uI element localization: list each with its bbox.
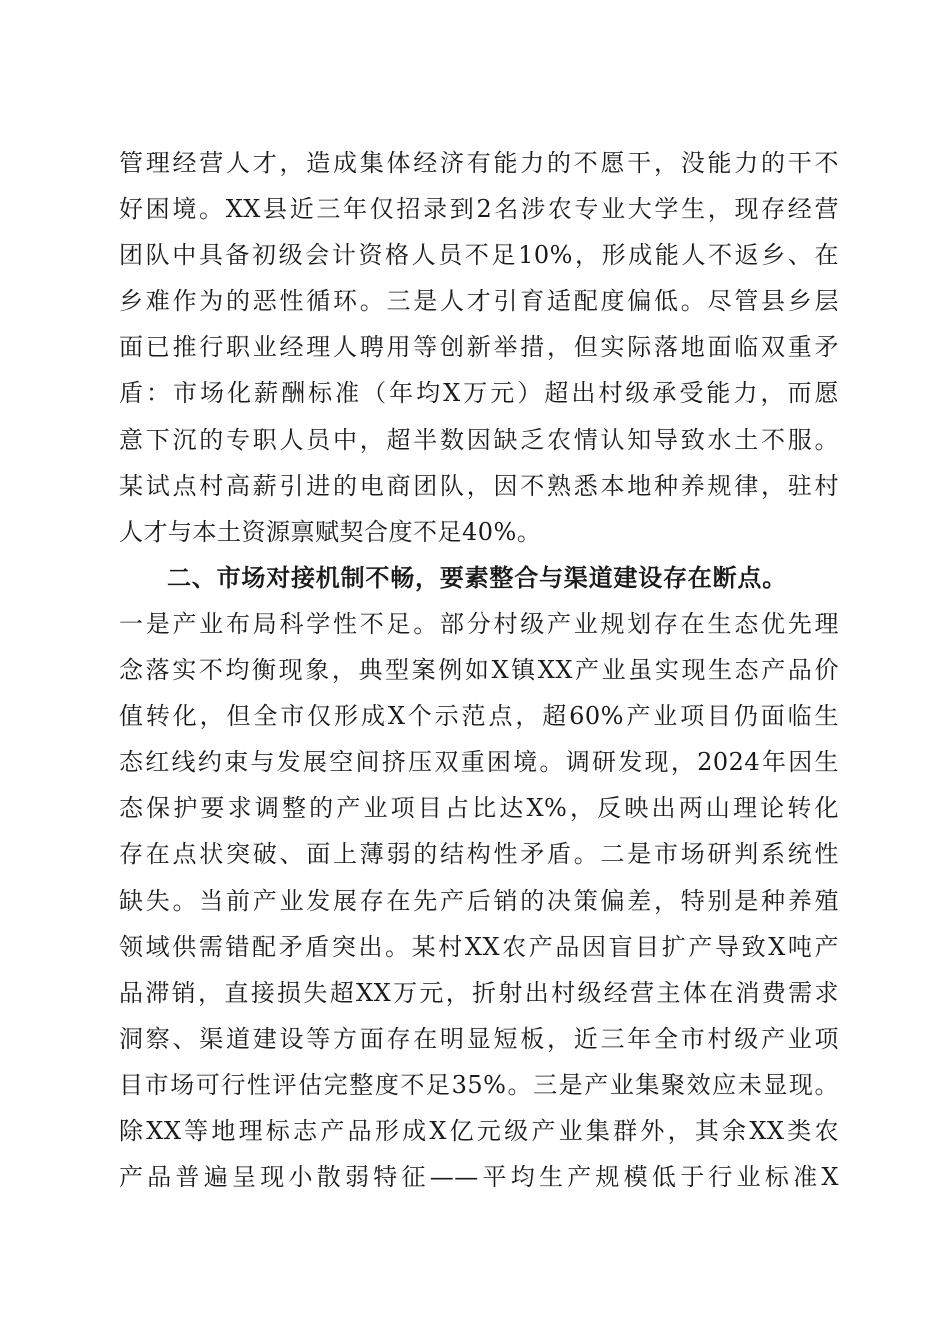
section-heading: 二、市场对接机制不畅，要素整合与渠道建设存在断点。 xyxy=(167,563,787,592)
paragraph-line: 一是产业布局科学性不足。部分村级产业规划存在生态优先理 xyxy=(119,609,839,638)
paragraph-line: 好困境。XX县近三年仅招录到2名涉农专业大学生，现存经营 xyxy=(119,195,839,224)
paragraph-line: 值转化，但全市仅形成X个示范点，超60%产业项目仍面临生 xyxy=(119,702,839,731)
paragraph-line: 某试点村高薪引进的电商团队，因不熟悉本地种养规律，驻村 xyxy=(119,471,839,500)
paragraph-line: 态保护要求调整的产业项目占比达X%，反映出两山理论转化 xyxy=(119,794,839,823)
paragraph-line: 品滞销，直接损失超XX万元，折射出村级经营主体在消费需求 xyxy=(119,978,839,1007)
paragraph-line: 领域供需错配矛盾突出。某村XX农产品因盲目扩产导致X吨产 xyxy=(119,932,839,961)
paragraph-line: 态红线约束与发展空间挤压双重困境。调研发现，2024年因生 xyxy=(119,748,839,777)
paragraph-line: 洞察、渠道建设等方面存在明显短板，近三年全市村级产业项 xyxy=(119,1024,839,1053)
paragraph-line: 除XX等地理标志产品形成X亿元级产业集群外，其余XX类农 xyxy=(119,1116,839,1145)
paragraph-line: 存在点状突破、面上薄弱的结构性矛盾。二是市场研判系统性 xyxy=(119,840,839,869)
paragraph-line: 盾：市场化薪酬标准（年均X万元）超出村级承受能力，而愿 xyxy=(119,379,839,408)
paragraph-line: 产品普遍呈现小散弱特征——平均生产规模低于行业标准X xyxy=(119,1163,839,1192)
paragraph-line: 人才与本土资源禀赋契合度不足40%。 xyxy=(119,517,542,546)
paragraph-line: 团队中具备初级会计资格人员不足10%，形成能人不返乡、在 xyxy=(119,241,839,270)
paragraph-talent xyxy=(119,140,839,555)
paragraph-line: 乡难作为的恶性循环。三是人才引育适配度偏低。尽管县乡层 xyxy=(119,287,839,316)
paragraph-line: 念落实不均衡现象，典型案例如X镇XX产业虽实现生态产品价 xyxy=(119,656,839,685)
paragraph-line: 缺失。当前产业发展存在先产后销的决策偏差，特别是种养殖 xyxy=(119,886,839,915)
document-body xyxy=(119,140,839,1200)
paragraph-line: 管理经营人才，造成集体经济有能力的不愿干，没能力的干不 xyxy=(119,149,839,177)
paragraph-line: 目市场可行性评估完整度不足35%。三是产业集聚效应未显现。 xyxy=(119,1070,839,1099)
paragraph-line: 面已推行职业经理人聘用等创新举措，但实际落地面临双重矛 xyxy=(119,333,839,362)
paragraph-line: 意下沉的专职人员中，超半数因缺乏农情认知导致水土不服。 xyxy=(119,425,839,454)
paragraph-market xyxy=(119,601,839,1200)
